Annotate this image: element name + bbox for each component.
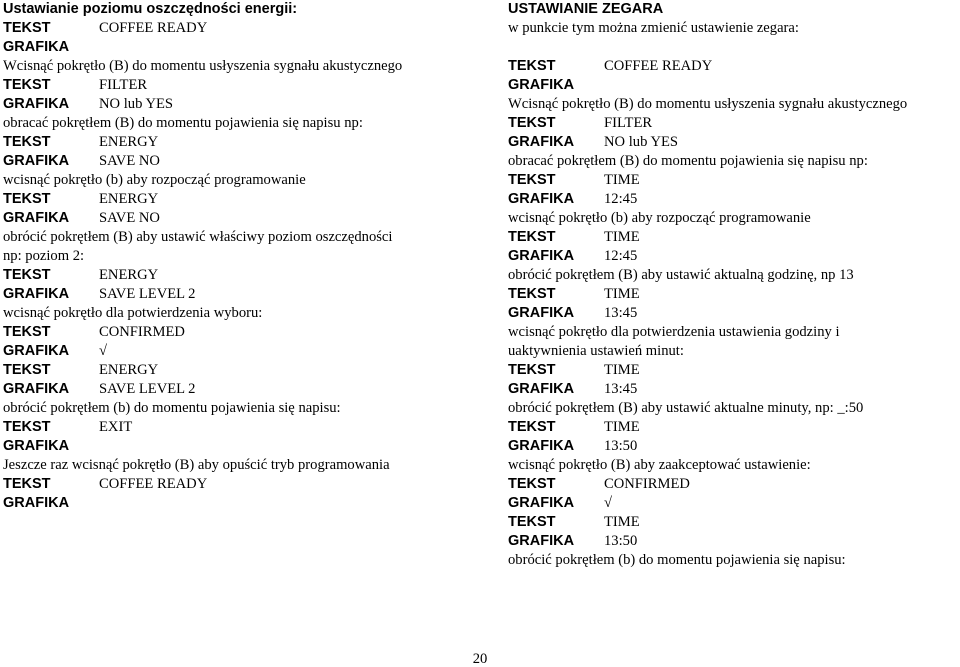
display-step-row — [3, 285, 473, 304]
display-label: TEKST — [3, 419, 51, 435]
display-value: COFFEE READY — [604, 58, 713, 74]
display-label: TEKST — [3, 134, 51, 150]
display-step-row — [3, 361, 473, 380]
display-label: TEKST — [3, 267, 51, 283]
display-label: GRAFIKA — [508, 77, 575, 93]
right-column — [508, 0, 958, 570]
display-value: 13:45 — [604, 305, 638, 321]
display-label: GRAFIKA — [3, 343, 70, 359]
display-value: FILTER — [99, 77, 148, 93]
instruction-text: np: poziom 2: — [3, 248, 85, 264]
display-step-row — [3, 76, 473, 95]
display-step-row — [3, 209, 473, 228]
display-label: GRAFIKA — [508, 191, 575, 207]
display-value: TIME — [604, 286, 640, 302]
display-value: 13:50 — [604, 533, 638, 549]
display-value: 13:50 — [604, 438, 638, 454]
display-label: TEKST — [3, 20, 51, 36]
display-value: EXIT — [99, 419, 133, 435]
display-value: √ — [604, 495, 613, 511]
display-label: TEKST — [3, 324, 51, 340]
energy-saving-steps — [3, 19, 473, 513]
display-value: TIME — [604, 362, 640, 378]
display-value: TIME — [604, 514, 640, 530]
display-step-row — [3, 152, 473, 171]
display-step-row — [508, 532, 958, 551]
instruction-text: Wcisnąć pokrętło (B) do momentu usłyszenia sygnału akustycznego — [508, 96, 908, 112]
display-step-row — [508, 247, 958, 266]
display-step-row — [508, 133, 958, 152]
instruction-text: uaktywnienia ustawień minut: — [508, 343, 684, 359]
display-label: GRAFIKA — [3, 39, 70, 55]
display-label: TEKST — [508, 514, 556, 530]
display-label: TEKST — [508, 115, 556, 131]
display-value: FILTER — [604, 115, 653, 131]
energy-saving-heading: Ustawianie poziomu oszczędności energii: — [3, 1, 298, 17]
display-step-row — [508, 114, 958, 133]
display-label: TEKST — [508, 419, 556, 435]
display-value: TIME — [604, 419, 640, 435]
display-label: TEKST — [508, 362, 556, 378]
display-value: ENERGY — [99, 134, 159, 150]
display-label: GRAFIKA — [508, 248, 575, 264]
display-value: 13:45 — [604, 381, 638, 397]
display-value: SAVE NO — [99, 153, 160, 169]
display-step-row — [3, 38, 473, 57]
display-label: GRAFIKA — [3, 210, 70, 226]
instruction-text: wcisnąć pokrętło dla potwierdzenia ustawienia godziny i — [508, 324, 840, 340]
display-value: ENERGY — [99, 267, 159, 283]
display-step-row — [3, 380, 473, 399]
left-column — [3, 0, 473, 513]
display-value: NO lub YES — [99, 96, 174, 112]
display-step-row — [508, 190, 958, 209]
display-value: TIME — [604, 172, 640, 188]
instruction-text: wcisnąć pokrętło dla potwierdzenia wyboru: — [3, 305, 263, 321]
display-step-row — [508, 437, 958, 456]
display-step-row — [3, 133, 473, 152]
display-label: GRAFIKA — [508, 438, 575, 454]
display-step-row — [3, 342, 473, 361]
display-step-row — [3, 437, 473, 456]
display-step-row — [508, 361, 958, 380]
display-step-row — [508, 304, 958, 323]
clock-setting-steps — [508, 19, 958, 570]
display-step-row — [508, 171, 958, 190]
display-value: SAVE NO — [99, 210, 160, 226]
instruction-text: obracać pokrętłem (B) do momentu pojawienia się napisu np: — [3, 115, 363, 131]
display-label: GRAFIKA — [3, 153, 70, 169]
instruction-text: Wcisnąć pokrętło (B) do momentu usłyszenia sygnału akustycznego — [3, 58, 403, 74]
display-label: TEKST — [3, 191, 51, 207]
instruction-text: Jeszcze raz wcisnąć pokrętło (B) aby opuścić tryb programowania — [3, 457, 390, 473]
display-label: TEKST — [508, 229, 556, 245]
display-step-row — [3, 266, 473, 285]
instruction-text: obrócić pokrętłem (B) aby ustawić aktualne minuty, np: _:50 — [508, 400, 864, 416]
display-label: TEKST — [3, 77, 51, 93]
display-label: TEKST — [508, 172, 556, 188]
instruction-text: obrócić pokrętłem (B) aby ustawić aktualną godzinę, np 13 — [508, 267, 854, 283]
display-label: GRAFIKA — [508, 305, 575, 321]
display-label: GRAFIKA — [3, 381, 70, 397]
display-step-row — [508, 380, 958, 399]
display-step-row — [3, 418, 473, 437]
display-step-row — [508, 494, 958, 513]
display-value: SAVE LEVEL 2 — [99, 381, 196, 397]
display-label: TEKST — [3, 362, 51, 378]
display-value: CONFIRMED — [99, 324, 185, 340]
display-value: COFFEE READY — [99, 476, 208, 492]
display-value: CONFIRMED — [604, 476, 690, 492]
display-step-row — [508, 228, 958, 247]
instruction-text: wcisnąć pokrętło (b) aby rozpocząć programowanie — [3, 172, 306, 188]
display-step-row — [508, 285, 958, 304]
page-number: 20 — [472, 651, 488, 667]
display-value: COFFEE READY — [99, 20, 208, 36]
display-label: GRAFIKA — [3, 438, 70, 454]
display-label: GRAFIKA — [508, 381, 575, 397]
display-step-row — [508, 76, 958, 95]
instruction-text: obracać pokrętłem (B) do momentu pojawienia się napisu np: — [508, 153, 868, 169]
display-value: ENERGY — [99, 191, 159, 207]
display-value: SAVE LEVEL 2 — [99, 286, 196, 302]
display-label: GRAFIKA — [3, 495, 70, 511]
instruction-text: wcisnąć pokrętło (B) aby zaakceptować ustawienie: — [508, 457, 811, 473]
display-label: GRAFIKA — [508, 495, 575, 511]
display-value: NO lub YES — [604, 134, 679, 150]
display-value: ENERGY — [99, 362, 159, 378]
display-label: GRAFIKA — [508, 134, 575, 150]
display-label: TEKST — [508, 286, 556, 302]
display-step-row — [508, 513, 958, 532]
display-step-row — [508, 475, 958, 494]
display-value: 12:45 — [604, 248, 638, 264]
display-step-row — [3, 475, 473, 494]
display-label: GRAFIKA — [508, 533, 575, 549]
display-label: TEKST — [508, 58, 556, 74]
display-label: TEKST — [3, 476, 51, 492]
display-label: GRAFIKA — [3, 96, 70, 112]
display-value: TIME — [604, 229, 640, 245]
display-label: GRAFIKA — [3, 286, 70, 302]
instruction-text: wcisnąć pokrętło (b) aby rozpocząć programowanie — [508, 210, 811, 226]
display-step-row — [508, 418, 958, 437]
display-step-row — [3, 323, 473, 342]
display-value: √ — [99, 343, 108, 359]
display-step-row — [508, 57, 958, 76]
display-step-row — [3, 19, 473, 38]
display-step-row — [3, 494, 473, 513]
instruction-text: w punkcie tym można zmienić ustawienie zegara: — [508, 20, 799, 36]
clock-setting-heading: USTAWIANIE ZEGARA — [508, 1, 664, 17]
display-label: TEKST — [508, 476, 556, 492]
display-step-row — [3, 95, 473, 114]
instruction-text: obrócić pokrętłem (b) do momentu pojawienia się napisu: — [3, 400, 341, 416]
display-step-row — [3, 190, 473, 209]
instruction-text: obrócić pokrętłem (b) do momentu pojawienia się napisu: — [508, 552, 846, 568]
instruction-text: obrócić pokrętłem (B) aby ustawić właściwy poziom oszczędności — [3, 229, 393, 245]
display-value: 12:45 — [604, 191, 638, 207]
